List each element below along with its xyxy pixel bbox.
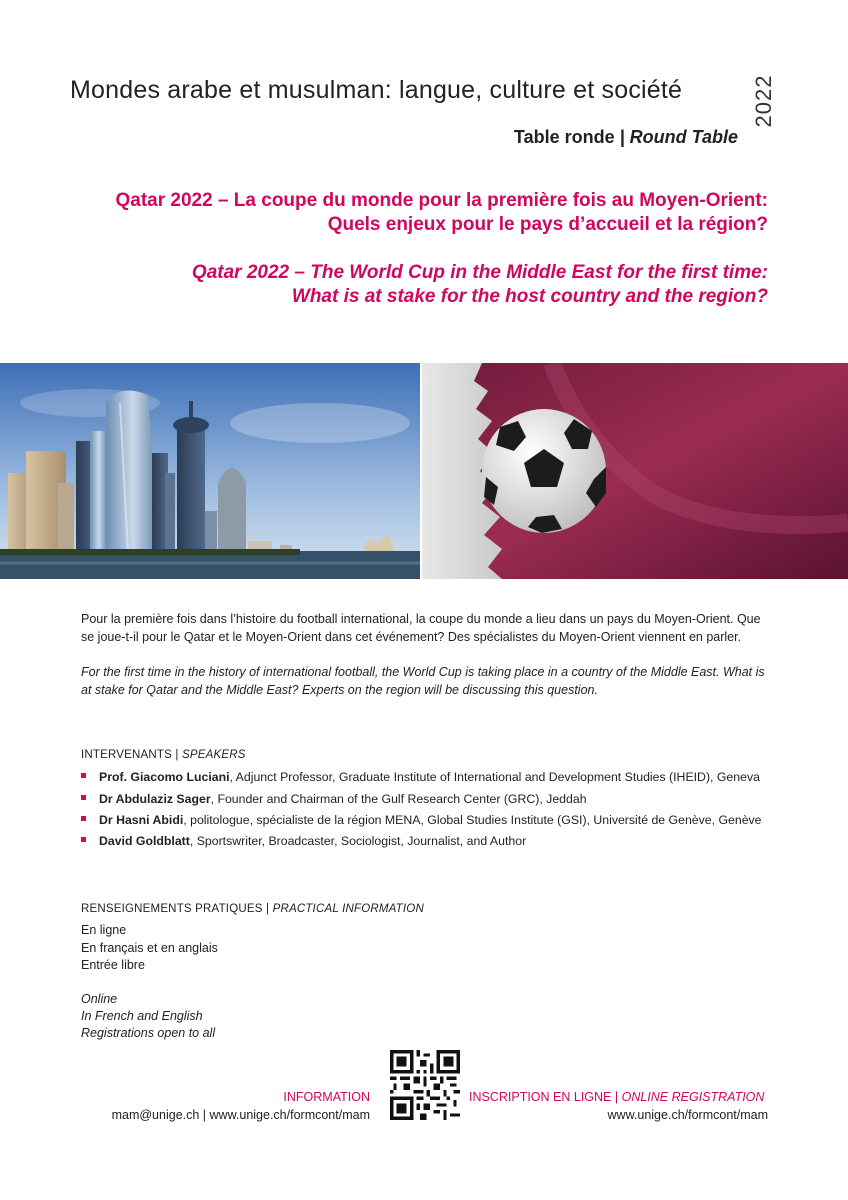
practical-fr-line: En français et en anglais (81, 941, 218, 955)
title-en-line2: What is at stake for the host country and the region? (291, 286, 768, 307)
speaker-name: Prof. Giacomo Luciani (99, 770, 230, 784)
bullet-icon (81, 837, 86, 842)
speaker-desc: , Adjunct Professor, Graduate Institute of International and Development Studies (IHEID), Geneva (229, 770, 760, 784)
practical-label (81, 903, 424, 915)
event-format (514, 127, 738, 148)
speaker-name: David Goldblatt (99, 834, 190, 848)
speaker-item (81, 770, 760, 784)
practical-label-fr: RENSEIGNEMENTS PRATIQUES | (81, 903, 270, 915)
speaker-desc: , Sportswriter, Broadcaster, Sociologist, Journalist, and Author (189, 834, 527, 848)
speaker-desc: , Founder and Chairman of the Gulf Research Center (GRC), Jeddah (210, 792, 587, 806)
speaker-name: Dr Hasni Abidi (99, 813, 184, 827)
registration-label-fr: INSCRIPTION EN LIGNE | (469, 1090, 619, 1104)
speakers-label (81, 749, 246, 761)
practical-en-line: Registrations open to all (81, 1026, 216, 1040)
speaker-item (81, 792, 587, 806)
speaker-name: Dr Abdulaziz Sager (99, 792, 211, 806)
practical-label-en: PRACTICAL INFORMATION (272, 903, 424, 915)
registration-url[interactable]: www.unige.ch/formcont/mam (607, 1108, 768, 1122)
qatar-flag-football-photo (422, 363, 848, 579)
speaker-desc: , politologue, spécialiste de la région MENA, Global Studies Institute (GSI), Université de Genève, Genève (183, 813, 762, 827)
registration-label-en: ONLINE REGISTRATION (621, 1090, 765, 1104)
speakers-label-fr: INTERVENANTS | (81, 749, 179, 761)
intro-fr: Pour la première fois dans l’histoire du football international, la coupe du monde a lieu dans un pays du Moyen-Orient. Que se joue-t-il pour le Qatar et le Moyen-Orient dans cet événement? Des spécialistes du Moyen-Orient viennent en parler. (81, 612, 761, 644)
practical-fr-line: Entrée libre (81, 958, 145, 972)
speaker-item (81, 834, 526, 848)
practical-en-line: Online (81, 992, 118, 1006)
title-fr-line1: Qatar 2022 – La coupe du monde pour la première fois au Moyen-Orient: (115, 190, 768, 211)
registration-label (469, 1090, 764, 1104)
info-contact[interactable]: mam@unige.ch | www.unige.ch/formcont/mam (111, 1108, 370, 1122)
series-title: Mondes arabe et musulman: langue, culture et société (70, 76, 683, 104)
speaker-item (81, 813, 762, 827)
title-en-line1: Qatar 2022 – The World Cup in the Middle East for the first time: (191, 262, 768, 283)
year-label: 2022 (751, 74, 776, 128)
qr-code-icon[interactable] (390, 1050, 460, 1120)
bullet-icon (81, 795, 86, 800)
info-label: INFORMATION (283, 1090, 370, 1104)
speakers-label-en: SPEAKERS (182, 749, 246, 761)
practical-fr-line: En ligne (81, 923, 127, 937)
bullet-icon (81, 816, 86, 821)
doha-skyline-photo (0, 363, 420, 579)
intro-en: For the first time in the history of international football, the World Cup is taking place in a country of the Middle East. What is at stake for Qatar and the Middle East? Experts on the region will be discussing this question. (81, 665, 765, 697)
title-fr-line2: Quels enjeux pour le pays d’accueil et la région? (327, 214, 768, 235)
format-en: Round Table (629, 127, 738, 147)
bullet-icon (81, 773, 86, 778)
practical-en-line: In French and English (81, 1009, 203, 1023)
format-separator: | (619, 127, 625, 147)
format-fr: Table ronde (513, 127, 615, 147)
